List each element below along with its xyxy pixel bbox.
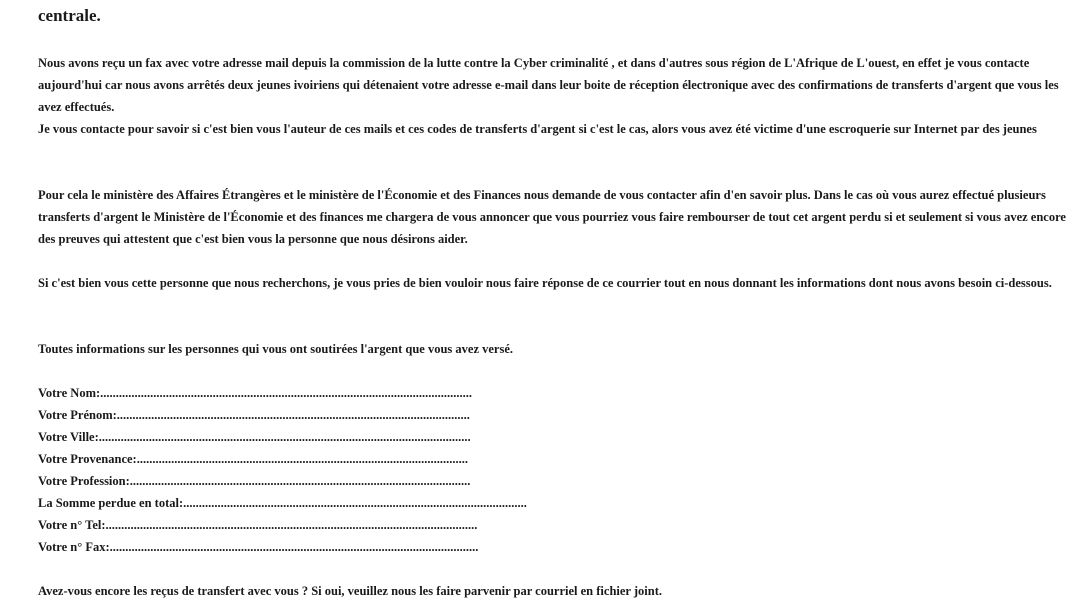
paragraph-fax-received: Nous avons reçu un fax avec votre adresse mail depuis la commission de la lutte contre la Cyber criminalité , et dans d'autres sous région de L'Afrique de L'ouest, en effet je vous contacte aujourd'hui car nous avons arrêtés deux jeunes ivoiriens qui détenaient votre adresse e-mail dans leur boite de réception électronique avec des confirmations de transferts d'argent que vous les avez effectués. [38, 56, 1059, 114]
form-line-tel: Votre n° Tel:....................................................................................................................... [38, 518, 478, 532]
paragraph-request-reply: Si c'est bien vous cette personne que nous recherchons, je vous pries de bien vouloir nous faire réponse de ce courrier tout en nous donnant les informations dont nous avons besoin ci-dessous. [38, 276, 1052, 290]
form-line-somme: La Somme perdue en total:.............................................................................................................. [38, 496, 527, 510]
paragraph-info-request: Toutes informations sur les personnes qui vous ont soutirées l'argent que vous avez versé. [38, 342, 514, 356]
heading-tail: centrale. [38, 6, 101, 25]
form-line-prenom: Votre Prénom:................................................................................................................. [38, 408, 470, 422]
form-line-nom: Votre Nom:....................................................................................................................... [38, 386, 473, 400]
form-line-profession: Votre Profession:............................................................................................................. [38, 474, 471, 488]
paragraph-receipts: Avez-vous encore les reçus de transfert avec vous ? Si oui, veuillez nous les faire parvenir par courriel en fichier joint. [38, 584, 662, 598]
info-form-lines [38, 382, 738, 558]
paragraph-ministry-refund: Pour cela le ministère des Affaires Étrangères et le ministère de l'Économie et des Finances nous demande de vous contacter afin d'en savoir plus. Dans le cas où vous aurez effectué plusieurs transferts d'argent le Ministère de l'Économie et des finances me chargera de vous annoncer que vous pourriez vous faire rembourser de tout cet argent perdu si et seulement si vous avez encore des preuves qui attestent que c'est bien vous la personne que nous désirons aider. [38, 188, 1066, 246]
form-line-provenance: Votre Provenance:.......................................................................................................... [38, 452, 468, 466]
form-line-ville: Votre Ville:....................................................................................................................... [38, 430, 471, 444]
paragraph-contact-reason: Je vous contacte pour savoir si c'est bien vous l'auteur de ces mails et ces codes de transferts d'argent si c'est le cas, alors vous avez été victime d'une escroquerie sur Internet par des jeunes [38, 122, 1037, 136]
form-line-fax: Votre n° Fax:...................................................................................................................... [38, 540, 479, 554]
